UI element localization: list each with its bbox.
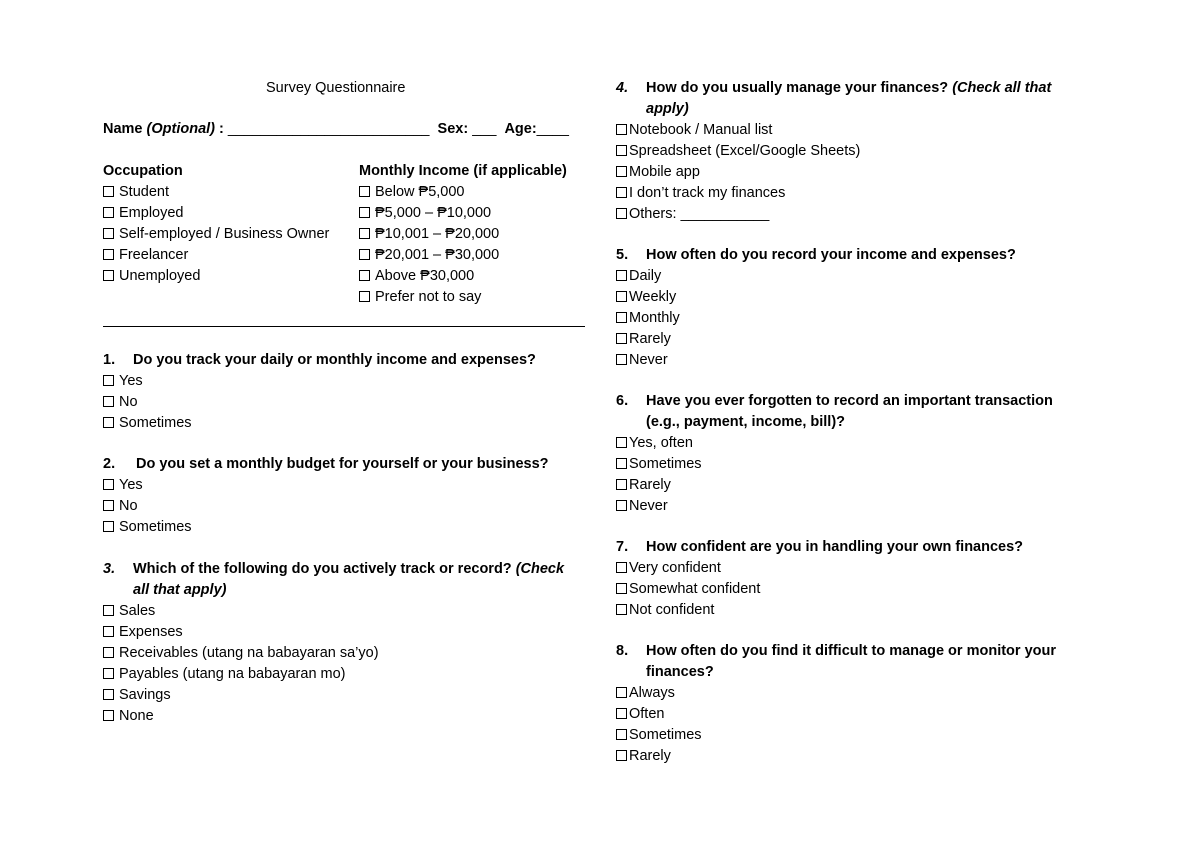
answer-option[interactable]: No [103, 392, 536, 413]
name-optional-note: (Optional) [146, 121, 215, 137]
income-option[interactable]: Below ₱5,000 [359, 182, 567, 203]
checkbox[interactable] [616, 729, 627, 740]
checkbox[interactable] [616, 562, 627, 573]
answer-option[interactable]: Not confident [616, 600, 1023, 621]
question-1 [103, 350, 536, 434]
checkbox[interactable] [359, 186, 370, 197]
income-option[interactable]: Prefer not to say [359, 287, 567, 308]
answer-option[interactable]: Monthly [616, 308, 1016, 329]
section-divider [103, 326, 585, 327]
answer-option[interactable]: No [103, 496, 549, 517]
occupation-option[interactable]: Self-employed / Business Owner [103, 224, 329, 245]
checkbox[interactable] [616, 708, 627, 719]
answer-option[interactable]: Mobile app [616, 162, 1051, 183]
checkbox[interactable] [616, 604, 627, 615]
checkbox[interactable] [359, 270, 370, 281]
answer-option[interactable]: Sometimes [103, 413, 536, 434]
sex-field[interactable]: ___ [472, 121, 497, 137]
answer-option[interactable]: Yes [103, 475, 549, 496]
checkbox[interactable] [616, 124, 627, 135]
question-title: 6. Have you ever forgotten to record an important transaction [616, 393, 1053, 409]
checkbox[interactable] [103, 479, 114, 490]
checkbox[interactable] [103, 270, 114, 281]
income-option[interactable]: ₱20,001 – ₱30,000 [359, 245, 567, 266]
answer-option[interactable]: Never [616, 350, 1016, 371]
answer-option[interactable]: Payables (utang na babayaran mo) [103, 664, 564, 685]
checkbox[interactable] [616, 291, 627, 302]
answer-option[interactable]: Spreadsheet (Excel/Google Sheets) [616, 141, 1051, 162]
checkbox[interactable] [616, 750, 627, 761]
checkbox[interactable] [616, 437, 627, 448]
age-field[interactable]: ____ [536, 121, 569, 137]
checkbox[interactable] [103, 396, 114, 407]
question-8 [616, 641, 1056, 767]
answer-option[interactable]: Daily [616, 266, 1016, 287]
answer-option[interactable]: Yes [103, 371, 536, 392]
checkbox[interactable] [616, 145, 627, 156]
question-7 [616, 537, 1023, 621]
checkbox[interactable] [616, 312, 627, 323]
answer-option[interactable]: Sometimes [616, 725, 1056, 746]
answer-option[interactable]: Rarely [616, 746, 1056, 767]
checkbox[interactable] [103, 710, 114, 721]
question-title: 3. Which of the following do you actively track or record? (Check [103, 561, 565, 577]
checkbox[interactable] [103, 500, 114, 511]
answer-option[interactable]: Receivables (utang na babayaran sa’yo) [103, 643, 564, 664]
checkbox[interactable] [103, 375, 114, 386]
checkbox[interactable] [616, 687, 627, 698]
checkbox[interactable] [616, 583, 627, 594]
income-heading: Monthly Income (if applicable) [359, 163, 567, 179]
question-title: 4. How do you usually manage your finances? (Check all that [616, 80, 1052, 96]
occupation-option[interactable]: Unemployed [103, 266, 329, 287]
answer-option[interactable]: None [103, 706, 564, 727]
checkbox[interactable] [103, 207, 114, 218]
occupation-option[interactable]: Employed [103, 203, 329, 224]
answer-option[interactable]: Sometimes [616, 454, 1053, 475]
answer-option[interactable]: Weekly [616, 287, 1016, 308]
answer-option[interactable]: Others: ___________ [616, 204, 1051, 225]
checkbox[interactable] [103, 605, 114, 616]
answer-option[interactable]: Rarely [616, 475, 1053, 496]
answer-option[interactable]: Always [616, 683, 1056, 704]
checkbox[interactable] [103, 228, 114, 239]
checkbox[interactable] [359, 207, 370, 218]
income-option[interactable]: Above ₱30,000 [359, 266, 567, 287]
answer-option[interactable]: Never [616, 496, 1053, 517]
answer-option[interactable]: Often [616, 704, 1056, 725]
income-section [359, 161, 567, 308]
answer-option[interactable]: Sales [103, 601, 564, 622]
page-title: Survey Questionnaire [266, 80, 406, 96]
answer-option[interactable]: Sometimes [103, 517, 549, 538]
answer-option[interactable]: Notebook / Manual list [616, 120, 1051, 141]
checkbox[interactable] [103, 668, 114, 679]
name-label: Name [103, 121, 143, 137]
question-title-continued: (e.g., payment, income, bill)? [646, 414, 845, 430]
question-title: 7. How confident are you in handling your own finances? [616, 539, 1024, 555]
name-field[interactable]: _________________________ [227, 121, 430, 137]
checkbox[interactable] [103, 186, 114, 197]
checkbox[interactable] [616, 479, 627, 490]
question-title: 1. Do you track your daily or monthly income and expenses? [103, 352, 536, 368]
question-3 [103, 559, 564, 727]
question-2 [103, 454, 549, 538]
checkbox[interactable] [616, 166, 627, 177]
answer-option[interactable]: Expenses [103, 622, 564, 643]
sex-label: Sex: [437, 121, 469, 137]
answer-option[interactable]: I don’t track my finances [616, 183, 1051, 204]
checkbox[interactable] [103, 249, 114, 260]
occupation-section [103, 161, 329, 287]
question-note: apply) [646, 101, 689, 117]
income-option[interactable]: ₱5,000 – ₱10,000 [359, 203, 567, 224]
answer-option[interactable]: Savings [103, 685, 564, 706]
checkbox[interactable] [359, 228, 370, 239]
checkbox[interactable] [616, 354, 627, 365]
answer-option[interactable]: Very confident [616, 558, 1023, 579]
checkbox[interactable] [103, 521, 114, 532]
checkbox[interactable] [616, 458, 627, 469]
question-4 [616, 78, 1051, 225]
question-5 [616, 245, 1016, 371]
age-label: Age: [504, 121, 537, 137]
name-sex-age-line [103, 119, 569, 140]
question-title: 2. Do you set a monthly budget for yourself or your business? [103, 456, 549, 472]
income-option[interactable]: ₱10,001 – ₱20,000 [359, 224, 567, 245]
checkbox[interactable] [103, 689, 114, 700]
answer-option[interactable]: Yes, often [616, 433, 1053, 454]
checkbox[interactable] [103, 626, 114, 637]
checkbox[interactable] [616, 333, 627, 344]
answer-option[interactable]: Rarely [616, 329, 1016, 350]
name-colon: : [215, 121, 228, 137]
checkbox[interactable] [103, 417, 114, 428]
checkbox[interactable] [103, 647, 114, 658]
question-6 [616, 391, 1053, 517]
checkbox[interactable] [616, 270, 627, 281]
checkbox[interactable] [359, 249, 370, 260]
answer-option[interactable]: Somewhat confident [616, 579, 1023, 600]
question-title-continued: finances? [646, 664, 714, 680]
checkbox[interactable] [616, 208, 627, 219]
checkbox[interactable] [359, 291, 370, 302]
question-note: all that apply) [133, 582, 227, 598]
question-title: 5. How often do you record your income and expenses? [616, 247, 1016, 263]
occupation-option[interactable]: Student [103, 182, 329, 203]
occupation-heading: Occupation [103, 163, 183, 179]
checkbox[interactable] [616, 500, 627, 511]
occupation-option[interactable]: Freelancer [103, 245, 329, 266]
question-title: 8. How often do you find it difficult to manage or monitor your [616, 643, 1057, 659]
checkbox[interactable] [616, 187, 627, 198]
